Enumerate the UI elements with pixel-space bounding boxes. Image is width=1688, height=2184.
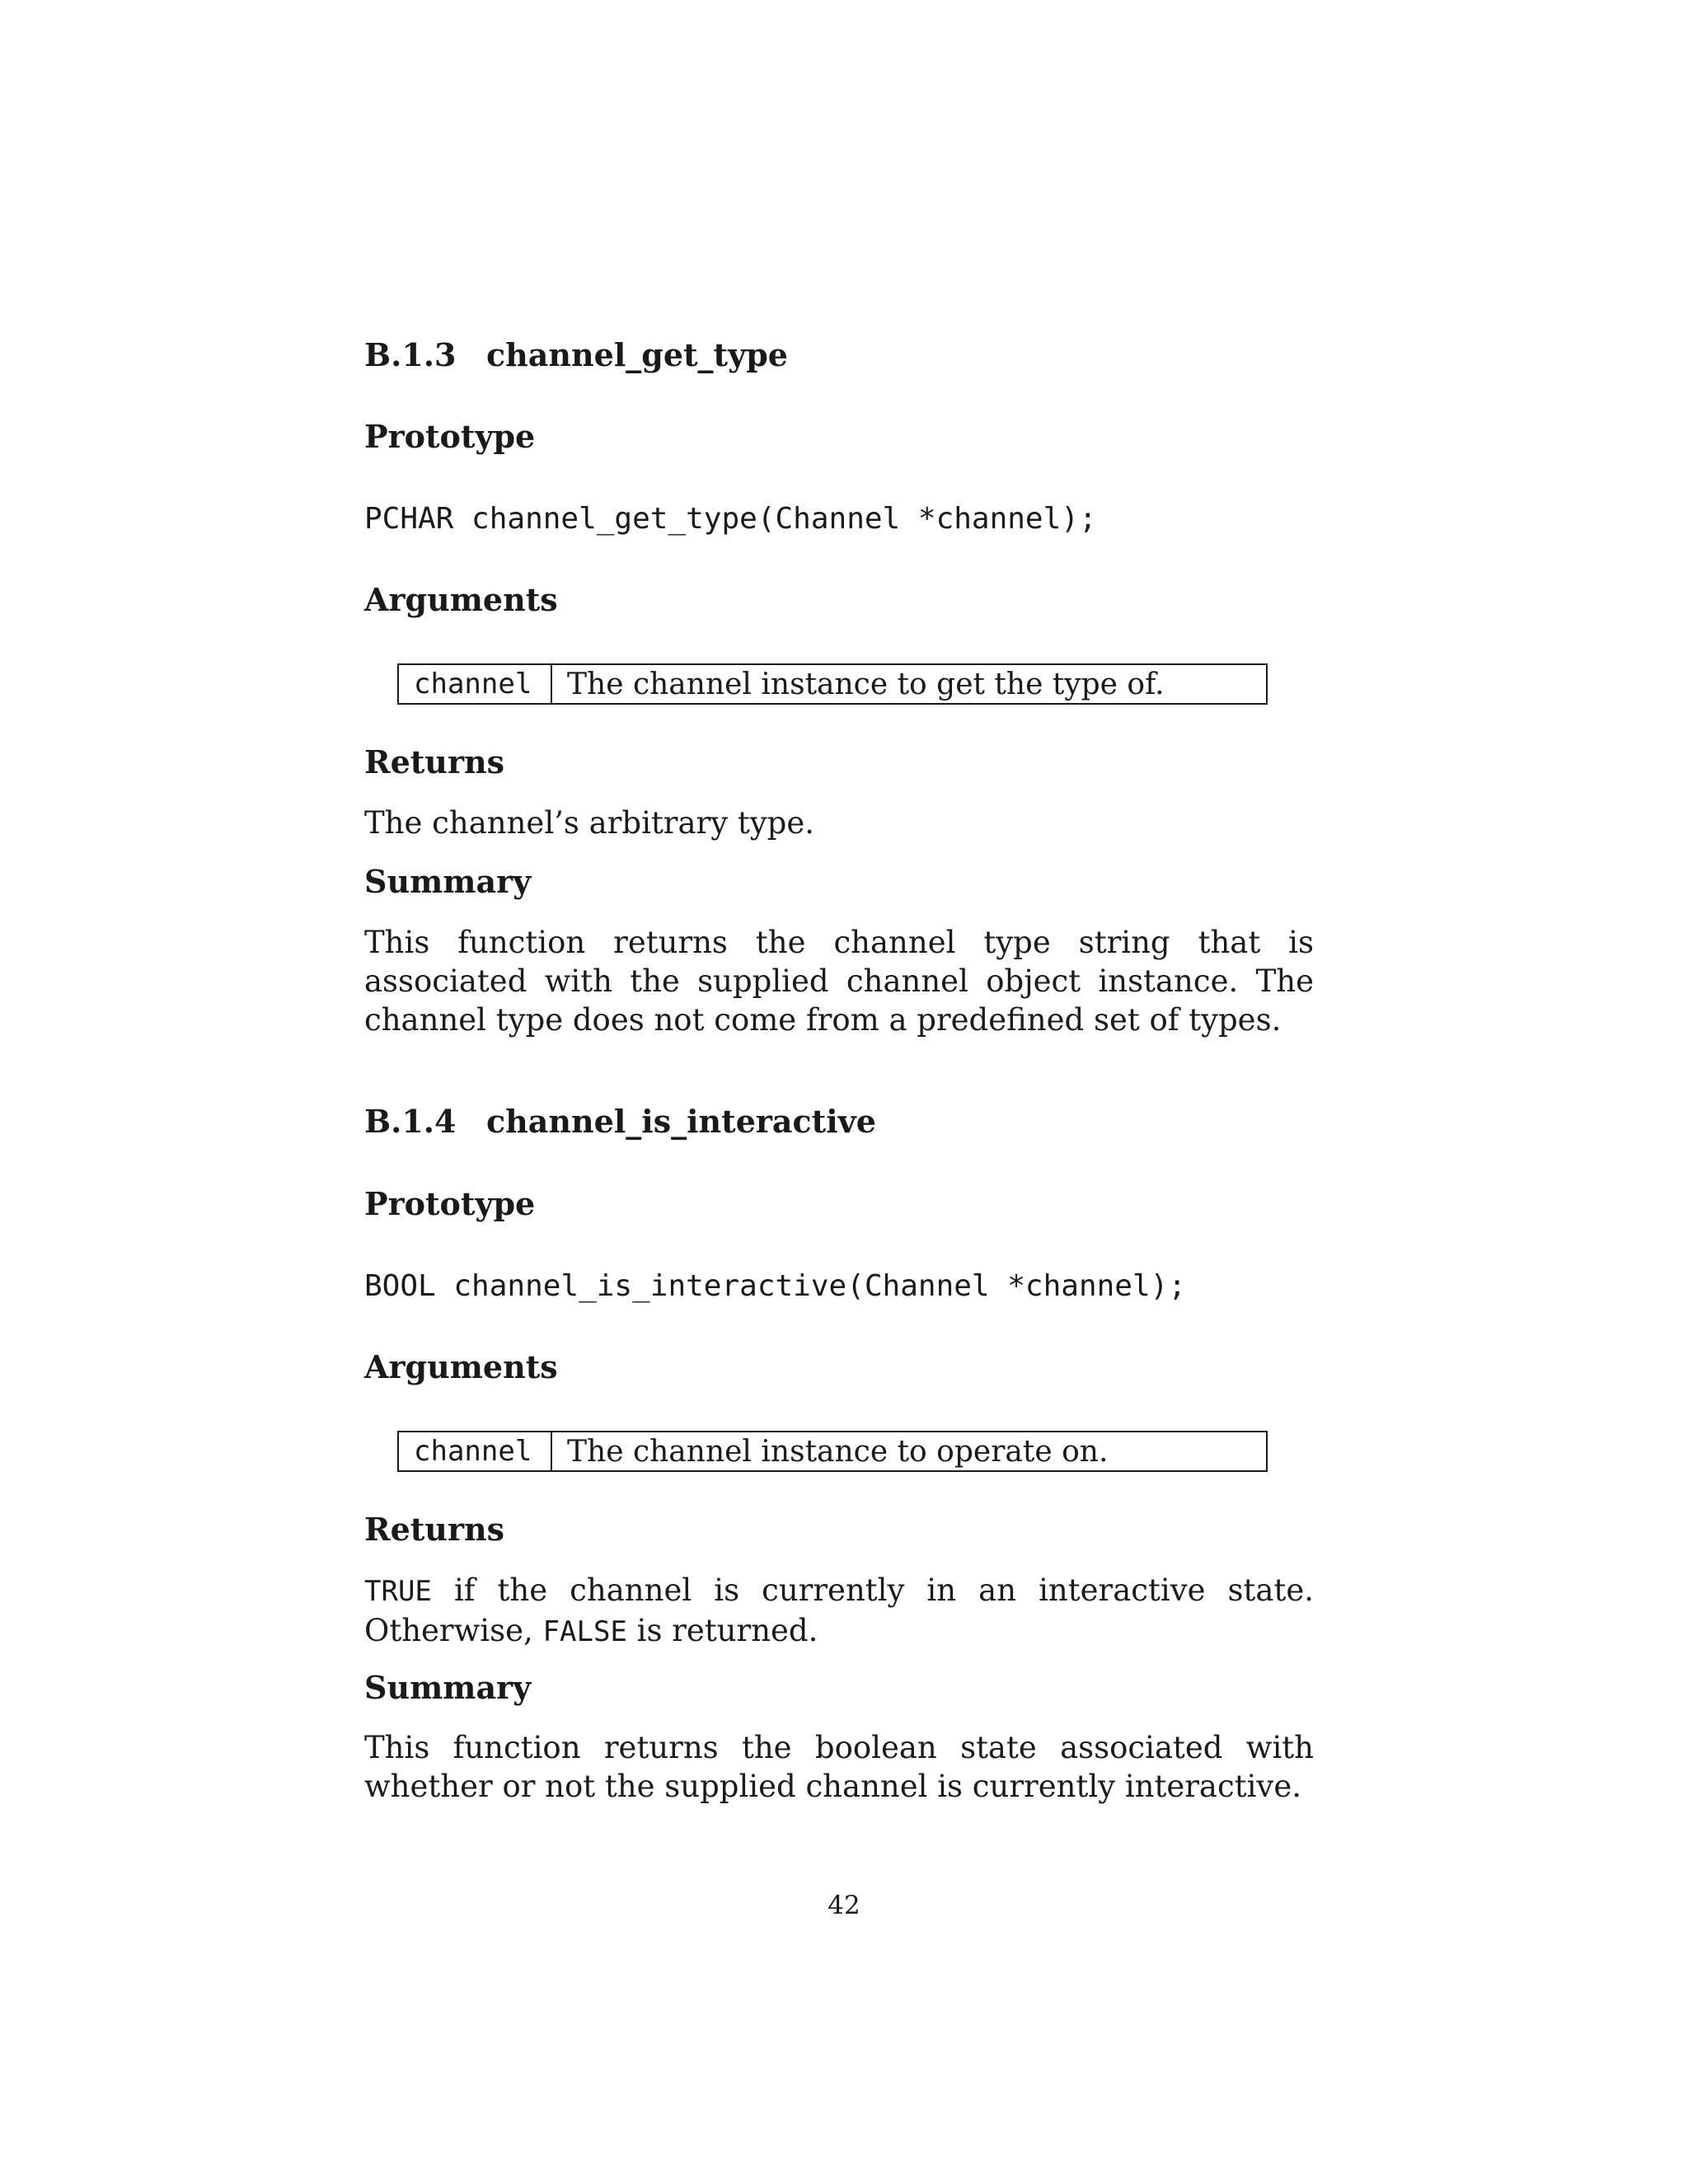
false-literal: FALSE (542, 1615, 627, 1648)
prototype-code: PCHAR channel_get_type(Channel *channel); (364, 502, 1097, 536)
returns-text (364, 1571, 1314, 1652)
returns-text-end: is returned. (626, 1613, 818, 1648)
page-number: 42 (828, 1891, 860, 1920)
argument-description: The channel instance to get the type of. (567, 667, 1165, 701)
arguments-heading: Arguments (364, 1348, 558, 1385)
returns-heading: Returns (364, 1511, 504, 1548)
summary-heading: Summary (364, 863, 532, 900)
prototype-heading: Prototype (364, 1185, 536, 1222)
summary-text: This function returns the channel type string that is associated with the supplied channel object instance. The channel type does not come from a predefined set of types. (364, 925, 1314, 1038)
argument-name: channel (398, 664, 551, 704)
section-title: channel_get_type (486, 336, 788, 373)
arguments-table (397, 1431, 1268, 1472)
section-heading-b-1-3 (364, 336, 788, 373)
returns-text: The channel’s arbitrary type. (364, 805, 815, 841)
argument-name: channel (398, 1432, 551, 1471)
section-heading-b-1-4 (364, 1103, 876, 1140)
summary-heading: Summary (364, 1669, 532, 1706)
summary-text: This function returns the boolean state associated with whether or not the supplied channel is currently interactive. (364, 1730, 1314, 1804)
table-row (398, 1432, 1267, 1471)
prototype-heading: Prototype (364, 418, 536, 455)
section-number: B.1.3 (364, 336, 457, 373)
section-number: B.1.4 (364, 1103, 457, 1140)
argument-description: The channel instance to operate on. (567, 1434, 1109, 1469)
arguments-table (397, 663, 1268, 705)
returns-heading: Returns (364, 743, 504, 780)
arguments-heading: Arguments (364, 581, 558, 618)
prototype-code: BOOL channel_is_interactive(Channel *channel); (364, 1269, 1186, 1303)
true-literal: TRUE (364, 1575, 432, 1608)
section-title: channel_is_interactive (486, 1103, 876, 1140)
returns-text-middle: if the channel is currently in an interactive state. Otherwise, (364, 1572, 1314, 1648)
table-row (398, 664, 1267, 704)
